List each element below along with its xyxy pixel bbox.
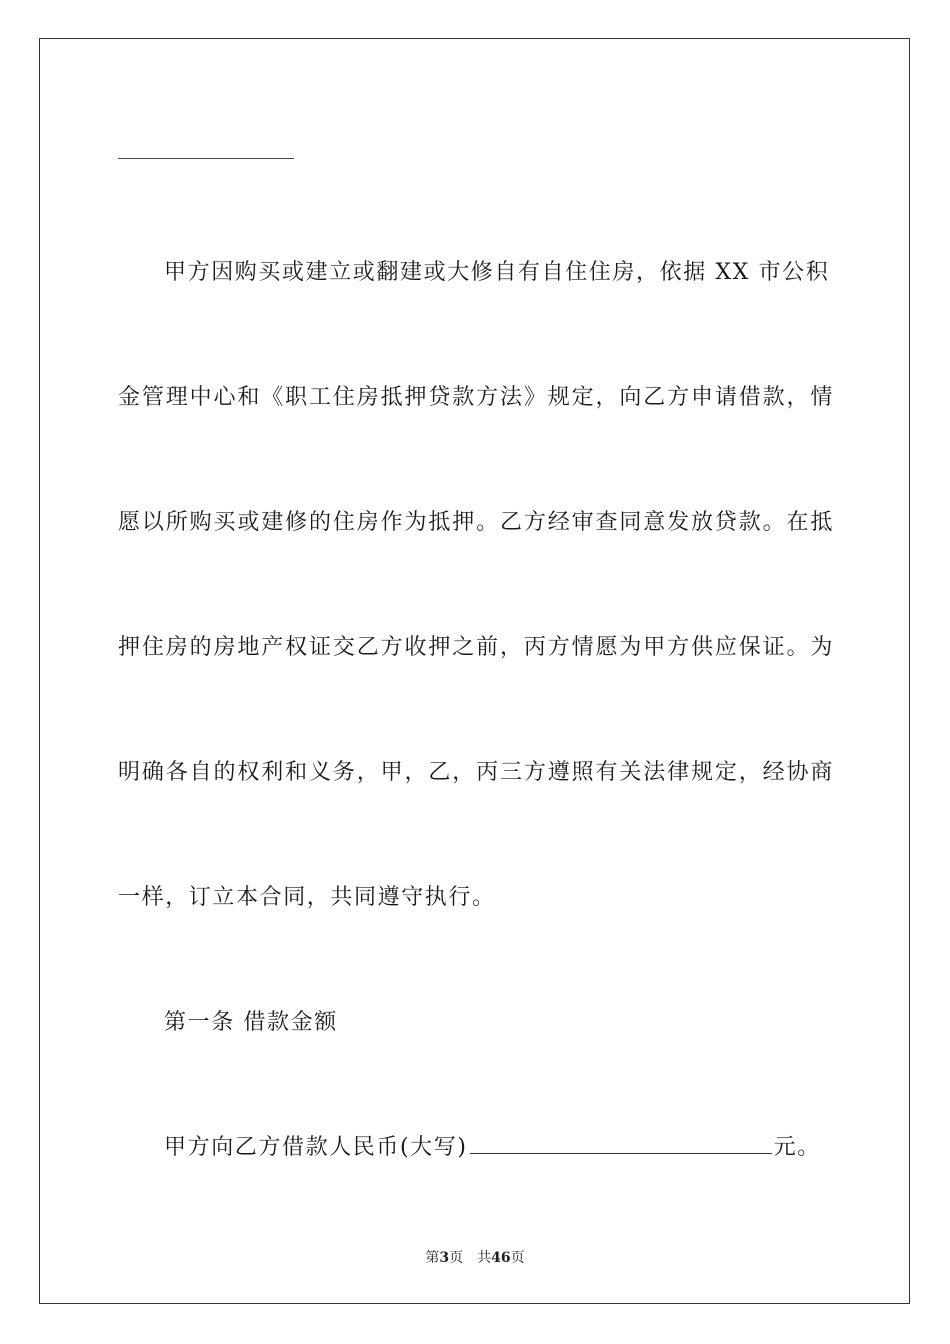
- article-heading: 第一条 借款金额: [164, 1010, 338, 1035]
- paragraph-line-6: 一样，订立本合同，共同遵守执行。: [118, 885, 496, 910]
- paragraph-line-5: 明确各自的权利和义务，甲，乙，丙三方遵照有关法律规定，经协商: [118, 760, 834, 785]
- loan-amount-blank: [470, 1152, 772, 1154]
- loan-amount-line: [164, 1134, 821, 1162]
- loan-line-prefix: 甲方向乙方借款人民币(大写): [164, 1135, 468, 1160]
- paragraph-line-1: 甲方因购买或建立或翻建或大修自有自住住房，依据 XX 市公积: [164, 260, 830, 285]
- page-footer: [0, 1248, 950, 1268]
- footer-page-number: 3: [439, 1250, 450, 1266]
- footer-total-suffix: 页: [510, 1250, 525, 1266]
- footer-page-suffix: 页: [449, 1250, 464, 1266]
- footer-total-prefix: 共: [477, 1250, 492, 1266]
- footer-total-pages: 46: [491, 1250, 511, 1266]
- page-border: [39, 38, 910, 1304]
- paragraph-line-3: 愿以所购买或建修的住房作为抵押。乙方经审查同意发放贷款。在抵: [118, 510, 834, 535]
- paragraph-line-4: 押住房的房地产权证交乙方收押之前，丙方情愿为甲方供应保证。为: [118, 635, 834, 660]
- loan-line-suffix: 元。: [773, 1135, 821, 1160]
- paragraph-line-2: 金管理中心和《职工住房抵押贷款方法》规定，向乙方申请借款，情: [118, 385, 834, 410]
- footer-page-prefix: 第: [425, 1250, 440, 1266]
- top-divider-line: [118, 158, 294, 159]
